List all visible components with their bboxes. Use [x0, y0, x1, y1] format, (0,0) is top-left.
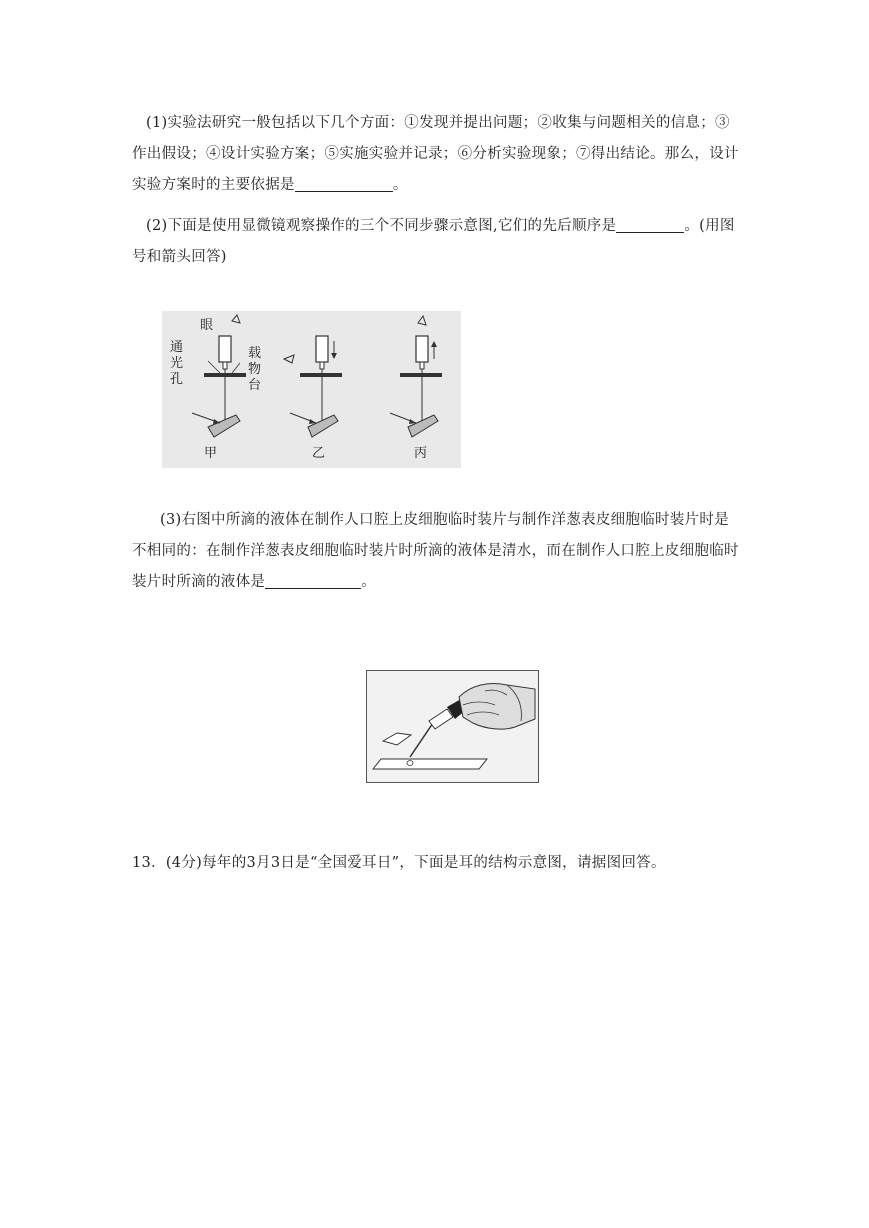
part-3-end: 。 — [361, 574, 377, 590]
label-jia: 甲 — [204, 446, 218, 461]
hand-icon — [459, 684, 535, 730]
label-eye: 眼 — [200, 318, 214, 333]
cover-slip — [383, 733, 411, 745]
glass-slide — [373, 759, 487, 769]
question-part-2 — [132, 211, 742, 273]
label-stage-2: 物 — [248, 362, 262, 377]
dropper-figure — [366, 670, 539, 783]
label-aperture-2: 光 — [170, 356, 184, 371]
liquid-drop — [407, 761, 413, 766]
microscope-steps-figure — [162, 311, 461, 468]
label-aperture-1: 通 — [170, 340, 184, 355]
question-13 — [132, 848, 772, 879]
step-jia-diagram — [192, 315, 246, 437]
part-1-end: 。 — [392, 177, 408, 193]
label-bing: 丙 — [414, 446, 428, 461]
label-aperture-3: 孔 — [170, 372, 184, 387]
label-yi: 乙 — [312, 446, 326, 461]
part-3-text: (3)右图中所滴的液体在制作人口腔上皮细胞临时装片与制作洋葱表皮细胞临时装片时是不相同的：在制作洋葱表皮细胞临时装片时所滴的液体是清水，而在制作人口腔上皮细胞临时装片时所滴的液体是 — [132, 512, 739, 590]
answer-blank-3[interactable] — [265, 570, 361, 589]
part-1-text: (1)实验法研究一般包括以下几个方面：①发现并提出问题；②收集与问题相关的信息；③作出假设；④设计实验方案；⑤实施实验并记录；⑥分析实验现象；⑦得出结论。那么，设计实验方案时的主要依据是 — [132, 115, 739, 193]
answer-blank-2[interactable] — [616, 214, 684, 233]
question-part-1 — [132, 108, 742, 201]
label-stage-3: 台 — [248, 378, 262, 393]
question-part-3 — [132, 505, 742, 598]
dropper-icon — [410, 699, 469, 757]
part-2-end: 。(用图号和箭头回答) — [132, 218, 735, 265]
part-2-text: (2)下面是使用显微镜观察操作的三个不同步骤示意图,它们的先后顺序是 — [146, 218, 617, 234]
label-stage-1: 载 — [248, 346, 262, 361]
q13-text: 13．(4分)每年的3月3日是“全国爱耳日”，下面是耳的结构示意图，请据图回答。 — [132, 855, 666, 871]
step-yi-diagram — [284, 336, 342, 437]
step-bing-diagram — [390, 316, 442, 437]
answer-blank-1[interactable] — [295, 173, 393, 192]
